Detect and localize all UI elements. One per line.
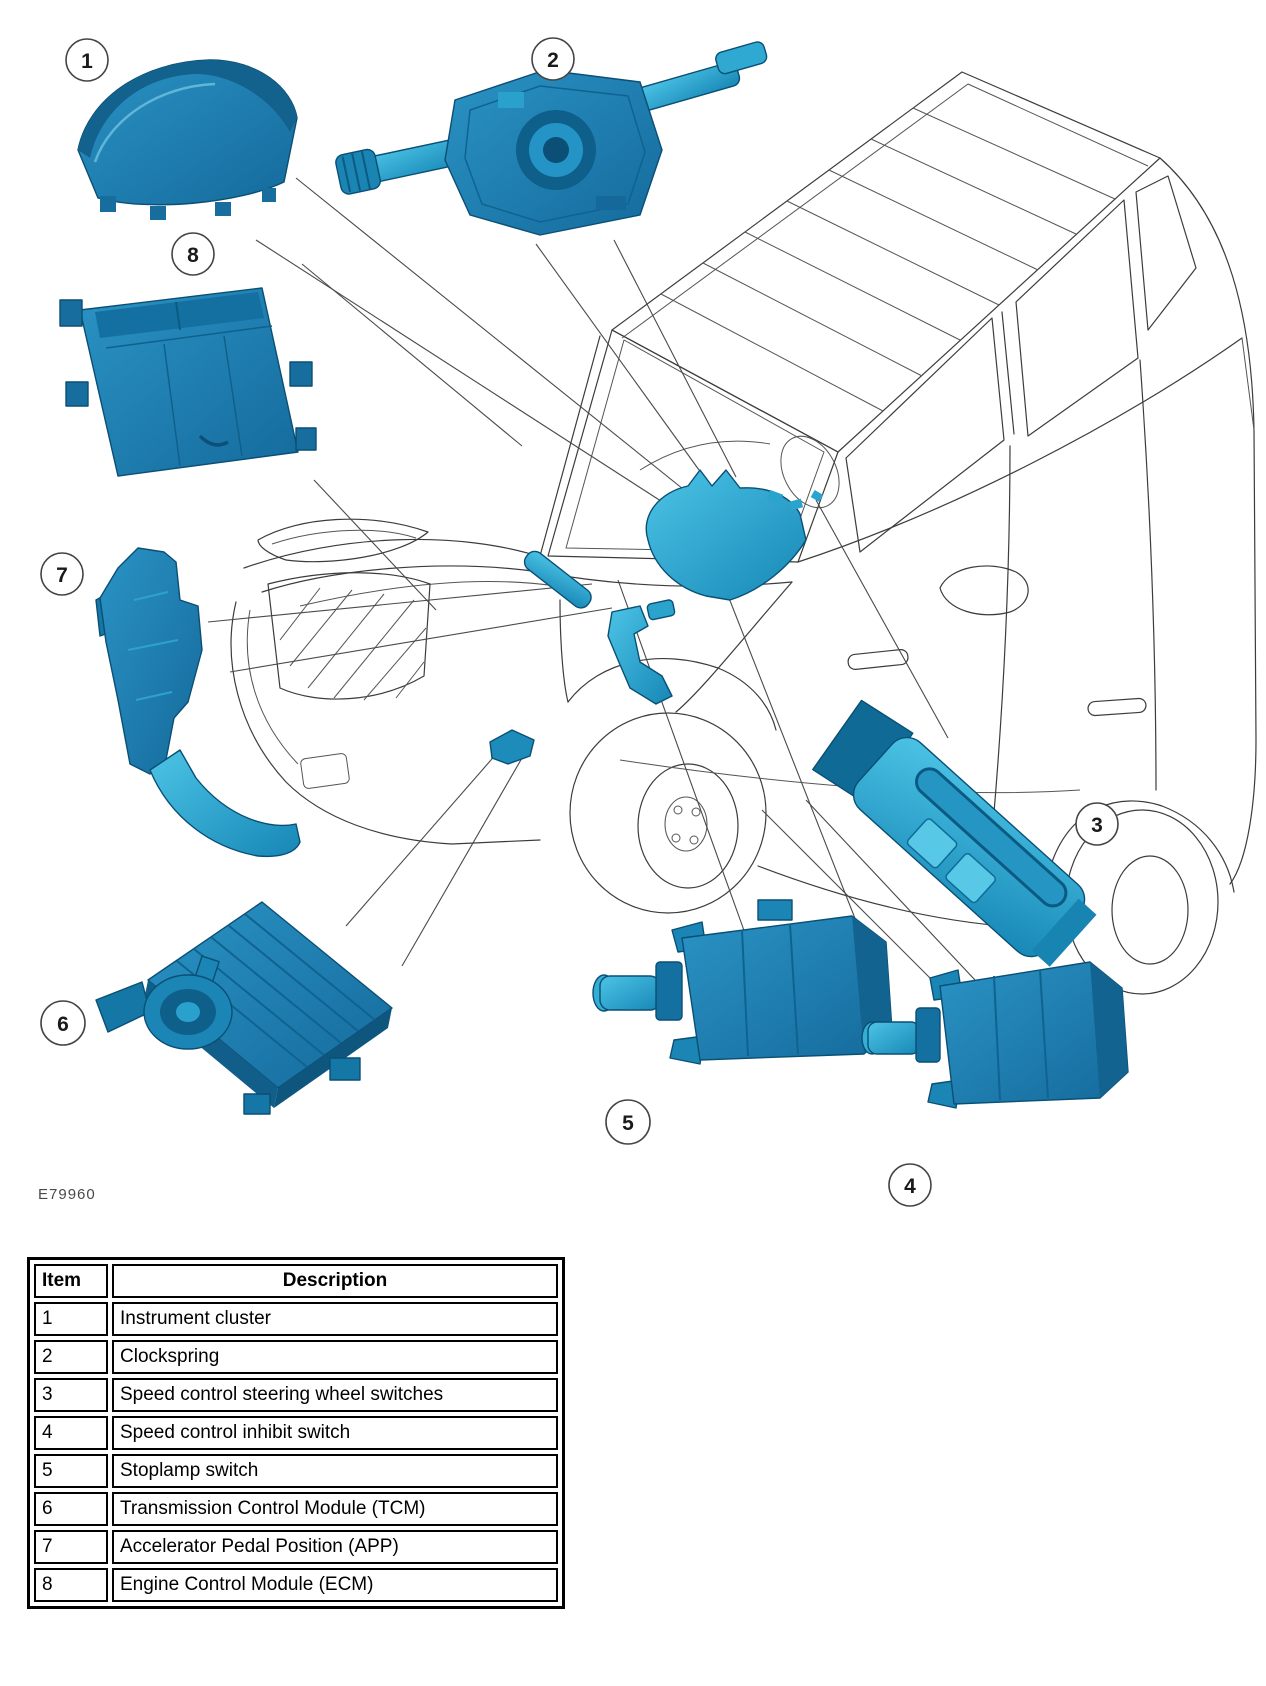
table-cell-item: 6 bbox=[34, 1492, 108, 1526]
callout-5 bbox=[606, 1100, 650, 1144]
callout-1 bbox=[66, 39, 108, 81]
callout-2 bbox=[532, 38, 574, 80]
inhibit-switch-part bbox=[862, 962, 1128, 1108]
svg-text:6: 6 bbox=[57, 1013, 69, 1036]
callout-7 bbox=[41, 553, 83, 595]
table-row bbox=[34, 1530, 558, 1564]
svg-text:4: 4 bbox=[904, 1175, 916, 1198]
door-handle bbox=[1088, 698, 1147, 716]
table-row bbox=[34, 1302, 558, 1336]
hood-sensor-location bbox=[490, 730, 534, 764]
parts-table bbox=[27, 1257, 565, 1609]
callout-8 bbox=[172, 233, 214, 275]
pedal-bracket-location bbox=[608, 606, 672, 704]
table-cell-description: Transmission Control Module (TCM) bbox=[112, 1492, 558, 1526]
clip-location bbox=[647, 599, 676, 620]
table-row bbox=[34, 1340, 558, 1374]
figure-code: E79960 bbox=[38, 1186, 96, 1203]
grille-hatch-lines bbox=[280, 588, 426, 700]
table-header-description: Description bbox=[112, 1264, 558, 1298]
column-switch-location bbox=[646, 470, 806, 600]
svg-text:5: 5 bbox=[622, 1112, 634, 1135]
table-cell-item: 7 bbox=[34, 1530, 108, 1564]
stoplamp-switch-part bbox=[593, 900, 892, 1064]
table-cell-item: 4 bbox=[34, 1416, 108, 1450]
side-mirror bbox=[940, 566, 1028, 615]
table-cell-description: Accelerator Pedal Position (APP) bbox=[112, 1530, 558, 1564]
table-row bbox=[34, 1454, 558, 1488]
table-row bbox=[34, 1568, 558, 1602]
table-cell-description: Speed control inhibit switch bbox=[112, 1416, 558, 1450]
table-header-row bbox=[34, 1264, 558, 1298]
svg-text:8: 8 bbox=[187, 244, 199, 267]
door-handle bbox=[847, 649, 908, 670]
tcm-part bbox=[96, 902, 392, 1114]
svg-text:2: 2 bbox=[547, 49, 559, 72]
table-cell-description: Clockspring bbox=[112, 1340, 558, 1374]
callout-4 bbox=[889, 1164, 931, 1206]
table-header-item: Item bbox=[34, 1264, 108, 1298]
table-cell-description: Instrument cluster bbox=[112, 1302, 558, 1336]
callout-3 bbox=[1076, 803, 1118, 845]
table-row bbox=[34, 1492, 558, 1526]
table-cell-description: Stoplamp switch bbox=[112, 1454, 558, 1488]
callout-6 bbox=[41, 1001, 85, 1045]
table-cell-item: 3 bbox=[34, 1378, 108, 1412]
instrument-cluster-part bbox=[78, 60, 297, 220]
parts-table-body bbox=[34, 1302, 558, 1602]
table-cell-item: 1 bbox=[34, 1302, 108, 1336]
ecm-part bbox=[60, 288, 316, 476]
svg-text:3: 3 bbox=[1091, 814, 1103, 837]
table-row bbox=[34, 1378, 558, 1412]
front-wheel bbox=[570, 713, 766, 913]
table-cell-item: 8 bbox=[34, 1568, 108, 1602]
table-cell-item: 2 bbox=[34, 1340, 108, 1374]
table-cell-description: Speed control steering wheel switches bbox=[112, 1378, 558, 1412]
svg-text:1: 1 bbox=[81, 50, 93, 73]
table-cell-description: Engine Control Module (ECM) bbox=[112, 1568, 558, 1602]
svg-text:7: 7 bbox=[56, 564, 68, 587]
table-row bbox=[34, 1416, 558, 1450]
table-cell-item: 5 bbox=[34, 1454, 108, 1488]
